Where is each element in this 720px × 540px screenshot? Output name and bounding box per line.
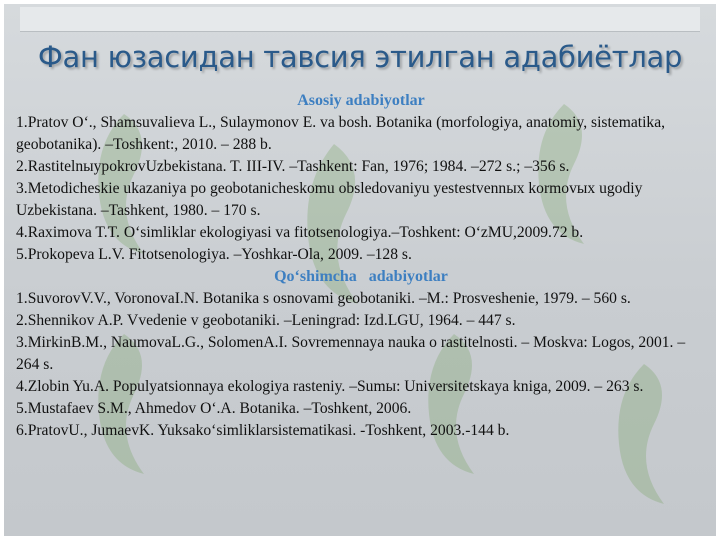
list-item: 6.PratovU., JumaevK. Yuksako‘simliklarsistematikasi. -Toshkent, 2003.-144 b.	[16, 422, 510, 439]
list-item: 5.Prokopeva L.V. Fitotsenologiya. –Yoshkar-Ola, 2009. –128 s.	[16, 246, 412, 263]
list-item: 1.SuvorovV.V., VoronovaI.N. Botanika s osnovami geobotaniki. –M.: Prosveshenie, 1979. – 560 s.	[16, 290, 631, 307]
list-item: 3.Metodicheskie ukazaniya po geobotanicheskomu obsledovaniyu yestestvennыx kormovыx ugodiy Uzbekistana. –Tashkent, 1980. – 170 s.	[16, 180, 643, 219]
slide	[4, 4, 716, 536]
top-bar	[20, 7, 700, 32]
list-item: 2.Shennikov A.P. Vvedenie v geobotaniki. –Leningrad: Izd.LGU, 1964. – 447 s.	[16, 312, 516, 329]
list-item: 4.Raximova T.T. O‘simliklar ekologiyasi va fitotsenologiya.–Toshkent: O‘zMU,2009.72 b.	[16, 224, 584, 241]
list-item: 1.Pratov O‘., Shamsuvalieva L., Sulaymonov E. va bosh. Botanika (morfologiya, anatomiy, sistematika, geobotanika). –Toshkent:, 2010. – 288 b.	[16, 114, 666, 153]
section-heading-main: Asosiy adabiyotlar	[297, 92, 425, 109]
bibliography-content	[16, 90, 706, 442]
section-heading-additional: Qo‘shimcha adabiyotlar	[274, 268, 448, 285]
list-item: 4.Zlobin Yu.A. Populyatsionnaya ekologiya rasteniy. –Sumы: Universitetskaya kniga, 2009. – 263 s.	[16, 378, 644, 395]
list-item: 2.RastitelnыypokrovUzbekistana. T. III-IV. –Tashkent: Fan, 1976; 1984. –272 s.; –356 s.	[16, 158, 570, 175]
page-title: Фан юзасидан тавсия этилган адабиётлар	[37, 40, 683, 74]
list-item: 5.Mustafaev S.M., Ahmedov O‘.A. Botanika. –Toshkent, 2006.	[16, 400, 412, 417]
list-item: 3.MirkinB.M., NaumovaL.G., SolomenA.I. Sovremennaya nauka o rastitelnosti. – Moskva: Logos, 2001. –264 s.	[16, 334, 686, 373]
